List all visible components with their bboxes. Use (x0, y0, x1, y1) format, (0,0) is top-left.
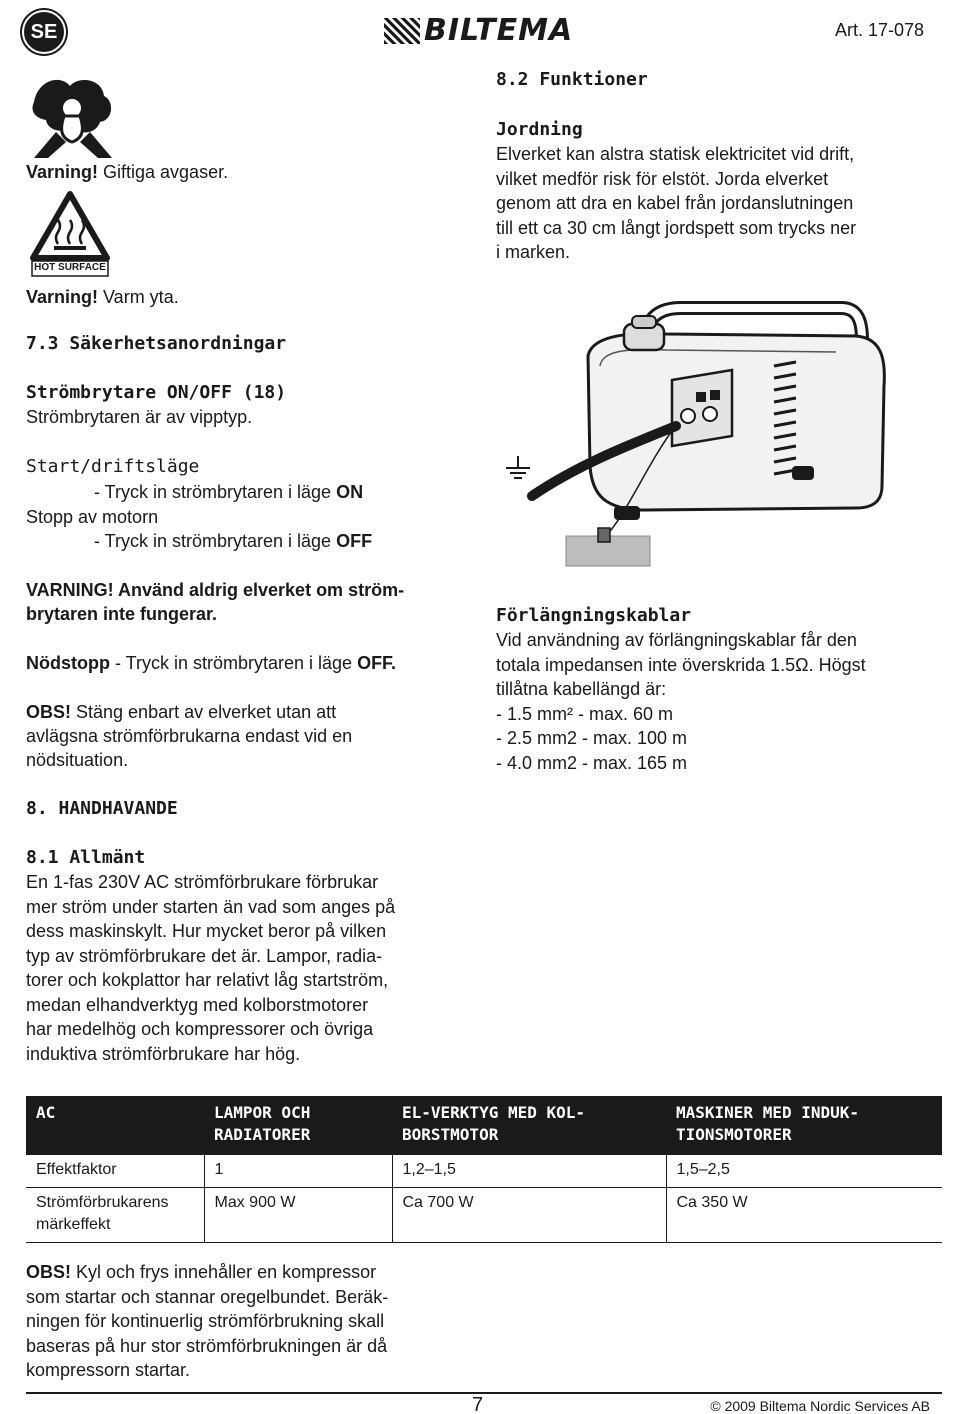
paragraph-line: typ av strömförbrukare det är. Lampor, radia- (26, 945, 383, 966)
jordning-paragraph (496, 142, 856, 265)
paragraph-line: som startar och stannar oregelbundet. Beräk- (26, 1286, 389, 1307)
switch-heading: Strömbrytare ON/OFF (18) (26, 382, 287, 403)
warning-toxic-text: Varning! Giftiga avgaser. (26, 162, 229, 182)
table-header-cell: AC (26, 1096, 204, 1155)
section-heading-8-1: 8.1 Allmänt (26, 847, 146, 868)
table-cell: Effektfaktor (26, 1155, 204, 1188)
paragraph-line: mer ström under starten än vad som anges på (26, 896, 396, 917)
table-header-cell: MASKINER MED INDUK- TIONSMOTORER (666, 1096, 942, 1155)
extension-cables-paragraph (496, 628, 866, 775)
jordning-heading: Jordning (496, 119, 583, 140)
generator-grounding-illustration (496, 296, 942, 572)
section-heading-8-2: 8.2 Funktioner (496, 69, 648, 90)
stop-instruction: - Tryck in strömbrytaren i läge OFF (94, 531, 373, 551)
warning-switch-line2: brytaren inte fungerar. (26, 604, 218, 624)
paragraph-line: - 1.5 mm² - max. 60 m (496, 703, 674, 724)
paragraph-line: har medelhög och kompressorer och övriga (26, 1019, 374, 1039)
obs-line1: OBS! Stäng enbart av elverket utan att (26, 702, 337, 722)
table-cell: 1,2–1,5 (392, 1155, 666, 1188)
allmant-paragraph (26, 870, 395, 1066)
table-cell: 1,5–2,5 (666, 1155, 942, 1188)
page-number: 7 (472, 1394, 484, 1414)
obs-line2: avlägsna strömförbrukarna endast vid en (26, 726, 353, 746)
paragraph-line: Vid användning av förlängningskablar får den (496, 630, 857, 650)
paragraph-line: baseras på hur stor strömförbrukningen är då (26, 1335, 388, 1356)
paragraph-line: vilket medför risk för elstöt. Jorda elverket (496, 168, 829, 189)
warning-switch-line1: VARNING! Använd aldrig elverket om ström- (26, 580, 405, 600)
paragraph-line: Elverket kan alstra statisk elektricitet vid drift, (496, 144, 855, 164)
paragraph-line: totala impedansen inte överskrida 1.5Ω. Högst (496, 654, 866, 675)
paragraph-line: - 2.5 mm2 - max. 100 m (496, 728, 688, 748)
article-number: Art. 17-078 (834, 20, 924, 40)
section-heading-8: 8. HANDHAVANDE (26, 798, 178, 819)
paragraph-line: ningen för kontinuerlig strömförbrukning skall (26, 1311, 385, 1331)
hot-surface-label: HOT SURFACE (34, 262, 106, 273)
table-row (26, 1155, 942, 1188)
table-cell: Strömförbrukarens märkeffekt (26, 1188, 204, 1243)
section-heading-7-3: 7.3 Säkerhetsanordningar (26, 333, 287, 354)
paragraph-line: induktiva strömförbrukare har hög. (26, 1043, 301, 1064)
paragraph-line: - 4.0 mm2 - max. 165 m (496, 752, 688, 773)
power-factor-table (26, 1096, 942, 1243)
obs-line3: nödsituation. (26, 750, 129, 770)
emergency-stop-text: Nödstopp - Tryck in strömbrytaren i läge OFF. (26, 653, 397, 673)
table-cell: Ca 350 W (666, 1188, 942, 1243)
table-row (26, 1188, 942, 1243)
table-header-row (26, 1096, 942, 1155)
paragraph-line: tillåtna kabellängd är: (496, 679, 667, 699)
table-header-cell: LAMPOR OCH RADIATORER (204, 1096, 392, 1155)
table-cell: Max 900 W (204, 1188, 392, 1243)
start-instruction: - Tryck in strömbrytaren i läge ON (94, 482, 364, 502)
brand-logo (384, 14, 573, 48)
extension-cables-heading: Förlängningskablar (496, 605, 692, 626)
copyright: © 2009 Biltema Nordic Services AB (710, 1398, 930, 1414)
compressor-note (26, 1260, 388, 1383)
brand-mark-icon (384, 18, 420, 44)
table-cell: 1 (204, 1155, 392, 1188)
language-badge: SE (22, 10, 66, 54)
paragraph-line: dess maskinskylt. Hur mycket beror på vilken (26, 921, 387, 941)
paragraph-line: medan elhandverktyg med kolborstmotorer (26, 994, 369, 1015)
stop-label: Stopp av motorn (26, 507, 159, 527)
table-cell: Ca 700 W (392, 1188, 666, 1243)
paragraph-line: OBS! Kyl och frys innehåller en kompressor (26, 1262, 377, 1282)
toxic-fumes-icon (30, 72, 116, 158)
paragraph-line: torer och kokplattor har relativt låg startström, (26, 970, 389, 990)
paragraph-line: kompressorn startar. (26, 1360, 191, 1380)
table-header-cell: EL-VERKTYG MED KOL- BORSTMOTOR (392, 1096, 666, 1155)
paragraph-line: En 1-fas 230V AC strömförbrukare förbrukar (26, 872, 379, 892)
paragraph-line: genom att dra en kabel från jordanslutningen (496, 193, 854, 213)
warning-hot-text: Varning! Varm yta. (26, 287, 179, 307)
switch-text: Strömbrytaren är av vipptyp. (26, 407, 253, 427)
brand-name: BILTEMA (424, 13, 574, 48)
paragraph-line: till ett ca 30 cm långt jordspett som trycks ner (496, 217, 857, 238)
start-label: Start/driftsläge (26, 456, 200, 477)
paragraph-line: i marken. (496, 242, 571, 262)
